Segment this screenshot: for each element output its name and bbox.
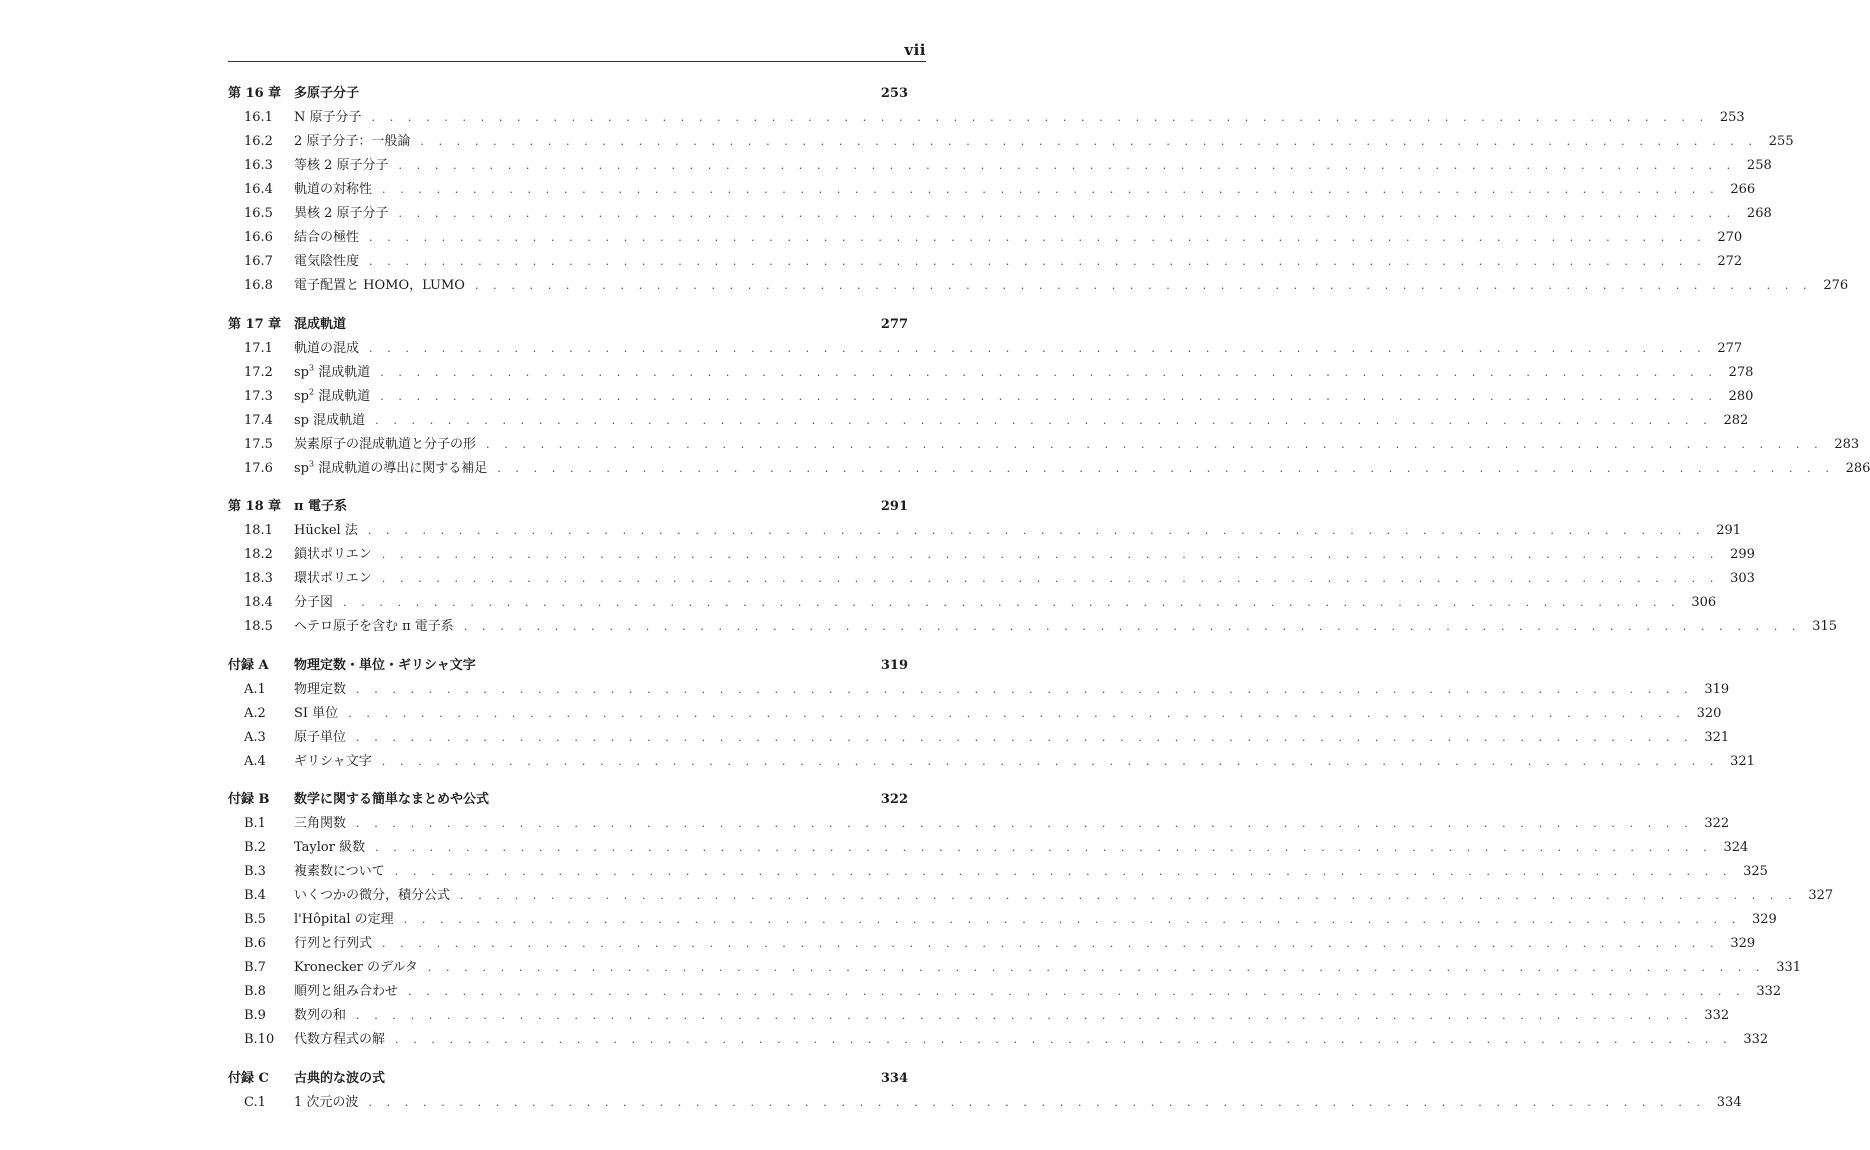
section-number: 18.3	[244, 571, 273, 587]
section-title: ギリシャ文字	[294, 753, 372, 769]
section-title: 代数方程式の解	[294, 1032, 386, 1048]
leader-dots: . . . . . . . . . . . . . . . . . . . . . . . . . . . . . . . . . . . . . . . . . . . . . . . . . . . . . . . . . . . . . . . . . . . . . . . . . .	[375, 841, 1713, 855]
chapter-title: 多原子分子	[294, 86, 360, 101]
section-number: 16.3	[244, 158, 273, 173]
leader-dots: . . . . . . . . . . . . . . . . . . . . . . . . . . . . . . . . . . . . . . . . . . . . . . . . . . . . . . . . . . . . . . . . . . . . . . . . . .	[463, 620, 1802, 634]
section-title: 環状ポリエン	[294, 571, 372, 587]
section-entry[interactable]	[228, 1091, 1742, 1115]
leader-dots: . . . . . . . . . . . . . . . . . . . . . . . . . . . . . . . . . . . . . . . . . . . . . . . . . . . . . . . . . . . . . . . . . . . . . . . . . .	[474, 279, 1813, 292]
section-title: 軌道の対称性	[294, 182, 373, 197]
section-page: 282	[1723, 412, 1749, 428]
toc-chapter	[228, 82, 1849, 298]
leader-dots: . . . . . . . . . . . . . . . . . . . . . . . . . . . . . . . . . . . . . . . . . . . . . . . . . . . . . . . . . . . . . . . . . . . . . . . . . .	[382, 937, 1720, 951]
section-title: 順列と組み合わせ	[294, 984, 399, 1000]
section-title: SI 単位	[294, 705, 339, 721]
section-title: N 原子分子	[294, 110, 362, 125]
chapter-number: 第 18 章	[228, 499, 282, 515]
section-number: 17.4	[244, 412, 273, 428]
section-entry[interactable]	[228, 726, 1730, 750]
leader-dots: . . . . . . . . . . . . . . . . . . . . . . . . . . . . . . . . . . . . . . . . . . . . . . . . . . . . . . . . . . . . . . . . . . . . . . . . . .	[380, 365, 1718, 379]
leader-dots: . . . . . . . . . . . . . . . . . . . . . . . . . . . . . . . . . . . . . . . . . . . . . . . . . . . . . . . . . . . . . . . . . . . . . . . . . .	[369, 231, 1707, 244]
leader-dots: . . . . . . . . . . . . . . . . . . . . . . . . . . . . . . . . . . . . . . . . . . . . . . . . . . . . . . . . . . . . . . . . . . . . . . . . . .	[398, 159, 1736, 172]
toc-chapter	[228, 654, 1755, 774]
chapter-title: 数学に関する簡単なまとめや公式	[294, 792, 490, 808]
leader-dots: . . . . . . . . . . . . . . . . . . . . . . . . . . . . . . . . . . . . . . . . . . . . . . . . . . . . . . . . . . . . . . . . . . . . . . . . . .	[368, 1095, 1706, 1109]
leader-dots: . . . . . . . . . . . . . . . . . . . . . . . . . . . . . . . . . . . . . . . . . . . . . . . . . . . . . . . . . . . . . . . . . . . . . . . . . .	[427, 961, 1766, 975]
leader-dots: . . . . . . . . . . . . . . . . . . . . . . . . . . . . . . . . . . . . . . . . . . . . . . . . . . . . . . . . . . . . . . . . . . . . . . . . . .	[356, 1009, 1694, 1023]
section-page: 280	[1728, 388, 1754, 404]
section-number: B.3	[244, 864, 266, 880]
section-page: 255	[1768, 134, 1794, 149]
section-entry[interactable]	[228, 980, 1782, 1004]
section-page: 286	[1845, 460, 1870, 476]
section-page: 320	[1696, 705, 1722, 721]
section-title-superscript: 3	[309, 459, 315, 469]
table-of-contents	[228, 82, 1870, 1130]
section-entry[interactable]	[228, 385, 1754, 409]
section-entry[interactable]	[228, 812, 1730, 836]
section-page: 332	[1704, 1008, 1730, 1024]
section-entry[interactable]	[228, 274, 1849, 298]
section-page: 329	[1730, 936, 1756, 952]
chapter-page: 322	[880, 792, 908, 808]
section-title-text: 混成軌道	[314, 388, 371, 404]
leader-dots: . . . . . . . . . . . . . . . . . . . . . . . . . . . . . . . . . . . . . . . . . . . . . . . . . . . . . . . . . . . . . . . . . . . . . . . . . .	[394, 865, 1732, 879]
section-entry[interactable]	[228, 567, 1755, 591]
chapter-title: 古典的な波の式	[294, 1070, 386, 1086]
section-page: 258	[1746, 158, 1772, 173]
section-page: 277	[1717, 340, 1743, 356]
toc-chapter	[228, 495, 1838, 639]
section-page: 325	[1743, 864, 1768, 880]
leader-dots: . . . . . . . . . . . . . . . . . . . . . . . . . . . . . . . . . . . . . . . . . . . . . . . . . . . . . . . . . . . . . . . . . . . . . . . . . .	[381, 754, 1719, 768]
chapter-page: 334	[880, 1070, 908, 1086]
section-number: 17.3	[244, 388, 273, 404]
section-entry[interactable]	[228, 956, 1802, 980]
section-entry[interactable]	[228, 130, 1794, 154]
section-title: 電子配置と HOMO，LUMO	[294, 278, 465, 293]
section-number: 17.2	[244, 364, 273, 380]
chapter-entry[interactable]	[228, 82, 908, 106]
chapter-entry[interactable]	[228, 1067, 908, 1091]
section-title: 分子図	[294, 595, 334, 611]
section-number: B.1	[244, 816, 266, 832]
section-page: 270	[1717, 230, 1743, 245]
section-entry[interactable]	[228, 615, 1838, 639]
section-page: 334	[1716, 1094, 1742, 1110]
section-entry[interactable]	[228, 337, 1743, 361]
section-number: B.6	[244, 936, 266, 952]
section-page: 268	[1746, 206, 1772, 221]
page-header	[228, 40, 926, 62]
chapter-page: 319	[880, 657, 908, 673]
chapter-page: 291	[880, 499, 908, 515]
chapter-number: 付録 B	[228, 792, 270, 808]
leader-dots: . . . . . . . . . . . . . . . . . . . . . . . . . . . . . . . . . . . . . . . . . . . . . . . . . . . . . . . . . . . . . . . . . . . . . . . . . .	[375, 413, 1713, 427]
section-page: 253	[1719, 110, 1745, 125]
section-title: 数列の和	[294, 1008, 347, 1024]
section-number: 16.6	[244, 230, 273, 245]
section-number: 18.4	[244, 595, 273, 611]
section-title: 炭素原子の混成軌道と分子の形	[294, 436, 477, 452]
section-number: 18.5	[244, 619, 273, 635]
section-title-text: 混成軌道の導出に関する補足	[314, 460, 488, 476]
section-page: 322	[1704, 816, 1730, 832]
section-entry[interactable]	[228, 361, 1754, 385]
leader-dots: . . . . . . . . . . . . . . . . . . . . . . . . . . . . . . . . . . . . . . . . . . . . . . . . . . . . . . . . . . . . . . . . . . . . . . . . . .	[356, 730, 1694, 744]
section-entry[interactable]	[228, 1004, 1730, 1028]
section-page: 324	[1723, 840, 1749, 856]
section-page: 319	[1704, 681, 1730, 697]
section-title: 軌道の混成	[294, 340, 360, 356]
section-title: ヘテロ原子を含む π 電子系	[294, 619, 454, 635]
section-title: 異核 2 原子分子	[294, 206, 389, 221]
section-page: 272	[1717, 254, 1743, 269]
section-number: 16.7	[244, 254, 273, 269]
section-number: B.10	[244, 1032, 275, 1048]
leader-dots: . . . . . . . . . . . . . . . . . . . . . . . . . . . . . . . . . . . . . . . . . . . . . . . . . . . . . . . . . . . . . . . . . . . . . . . . . .	[486, 437, 1824, 451]
leader-dots: . . . . . . . . . . . . . . . . . . . . . . . . . . . . . . . . . . . . . . . . . . . . . . . . . . . . . . . . . . . . . . . . . . . . . . . . . .	[382, 183, 1720, 196]
section-title: 電気陰性度	[294, 254, 360, 269]
section-entry[interactable]	[228, 860, 1768, 884]
section-page: 276	[1823, 278, 1849, 293]
section-page: 331	[1776, 960, 1802, 976]
section-number: 18.2	[244, 547, 273, 563]
section-number: B.2	[244, 840, 266, 856]
section-number: 16.5	[244, 206, 273, 221]
section-number: B.5	[244, 912, 266, 928]
section-number: A.4	[244, 753, 266, 769]
section-title: 複素数について	[294, 864, 385, 880]
section-entry[interactable]	[228, 226, 1743, 250]
section-entry[interactable]	[228, 106, 1745, 130]
section-number: 17.1	[244, 340, 273, 356]
section-number: 16.1	[244, 110, 273, 125]
section-page: 278	[1728, 364, 1754, 380]
chapter-entry[interactable]	[228, 654, 908, 678]
section-number: 16.8	[244, 278, 273, 293]
leader-dots: . . . . . . . . . . . . . . . . . . . . . . . . . . . . . . . . . . . . . . . . . . . . . . . . . . . . . . . . . . . . . . . . . . . . . . . . . .	[381, 572, 1719, 586]
section-entry[interactable]	[228, 202, 1772, 226]
chapter-page: 277	[880, 316, 908, 332]
chapter-number: 付録 A	[228, 657, 269, 673]
section-entry[interactable]	[228, 908, 1777, 932]
section-entry[interactable]	[228, 932, 1756, 956]
toc-chapter	[228, 1067, 1742, 1115]
section-page: 321	[1730, 753, 1755, 769]
chapter-title: 混成軌道	[294, 316, 347, 332]
leader-dots: . . . . . . . . . . . . . . . . . . . . . . . . . . . . . . . . . . . . . . . . . . . . . . . . . . . . . . . . . . . . . . . . . . . . . . . . . .	[343, 596, 1681, 610]
section-number: 16.2	[244, 134, 273, 149]
section-entry[interactable]	[228, 1028, 1769, 1052]
section-title: 2 原子分子：一般論	[294, 134, 411, 149]
leader-dots: . . . . . . . . . . . . . . . . . . . . . . . . . . . . . . . . . . . . . . . . . . . . . . . . . . . . . . . . . . . . . . . . . . . . . . . . . .	[348, 706, 1686, 720]
leader-dots: . . . . . . . . . . . . . . . . . . . . . . . . . . . . . . . . . . . . . . . . . . . . . . . . . . . . . . . . . . . . . . . . . . . . . . . . . .	[497, 461, 1835, 475]
section-title: 1 次元の波	[294, 1094, 359, 1110]
leader-dots: . . . . . . . . . . . . . . . . . . . . . . . . . . . . . . . . . . . . . . . . . . . . . . . . . . . . . . . . . . . . . . . . . . . . . . . . . .	[420, 135, 1758, 148]
section-page: 327	[1808, 888, 1834, 904]
section-number: 17.5	[244, 436, 273, 452]
toc-chapter	[228, 313, 1870, 481]
section-page: 303	[1730, 571, 1755, 587]
section-title: Taylor 級数	[294, 840, 366, 856]
section-title: 三角関数	[294, 816, 347, 832]
section-number: A.2	[244, 705, 266, 721]
leader-dots: . . . . . . . . . . . . . . . . . . . . . . . . . . . . . . . . . . . . . . . . . . . . . . . . . . . . . . . . . . . . . . . . . . . . . . . . . .	[367, 524, 1706, 538]
section-title: 等核 2 原子分子	[294, 158, 389, 173]
section-entry[interactable]	[228, 591, 1717, 615]
section-number: A.1	[244, 681, 266, 697]
section-title: Hückel 法	[294, 523, 358, 539]
section-title-text: 混成軌道	[314, 364, 371, 380]
chapter-number: 第 16 章	[228, 86, 282, 101]
section-number: 17.6	[244, 460, 273, 476]
section-page: 291	[1716, 523, 1742, 539]
section-title-prefix: sp	[294, 388, 309, 404]
leader-dots: . . . . . . . . . . . . . . . . . . . . . . . . . . . . . . . . . . . . . . . . . . . . . . . . . . . . . . . . . . . . . . . . . . . . . . . . . .	[356, 682, 1694, 696]
section-title: 鎖状ポリエン	[294, 547, 372, 563]
chapter-title: 物理定数・単位・ギリシャ文字	[294, 657, 476, 673]
section-number: B.8	[244, 984, 266, 1000]
section-title: l'Hôpital の定理	[294, 912, 394, 928]
section-entry[interactable]	[228, 178, 1756, 202]
chapter-entry[interactable]	[228, 495, 908, 519]
section-page: 315	[1812, 619, 1838, 635]
section-title	[294, 457, 487, 481]
chapter-number: 付録 C	[228, 1070, 269, 1086]
section-title-prefix: sp	[294, 460, 309, 476]
section-page: 332	[1743, 1032, 1769, 1048]
section-number: B.4	[244, 888, 266, 904]
section-entry[interactable]	[228, 678, 1730, 702]
section-number: B.7	[244, 960, 266, 976]
leader-dots: . . . . . . . . . . . . . . . . . . . . . . . . . . . . . . . . . . . . . . . . . . . . . . . . . . . . . . . . . . . . . . . . . . . . . . . . . .	[369, 341, 1707, 355]
section-number: A.3	[244, 729, 266, 745]
section-title	[294, 385, 370, 409]
leader-dots: . . . . . . . . . . . . . . . . . . . . . . . . . . . . . . . . . . . . . . . . . . . . . . . . . . . . . . . . . . . . . . . . . . . . . . . . . .	[395, 1033, 1733, 1047]
section-entry[interactable]	[228, 750, 1755, 774]
section-title: 物理定数	[294, 681, 347, 697]
section-title	[294, 361, 370, 385]
leader-dots: . . . . . . . . . . . . . . . . . . . . . . . . . . . . . . . . . . . . . . . . . . . . . . . . . . . . . . . . . . . . . . . . . . . . . . . . . .	[408, 985, 1746, 999]
section-page: 306	[1691, 595, 1717, 611]
section-number: C.1	[244, 1094, 266, 1110]
chapter-page: 253	[880, 86, 908, 101]
section-entry[interactable]	[228, 154, 1772, 178]
leader-dots: . . . . . . . . . . . . . . . . . . . . . . . . . . . . . . . . . . . . . . . . . . . . . . . . . . . . . . . . . . . . . . . . . . . . . . . . . .	[380, 389, 1718, 403]
section-page: 332	[1756, 984, 1782, 1000]
toc-chapter	[228, 788, 1834, 1052]
section-entry[interactable]	[228, 433, 1860, 457]
section-entry[interactable]	[228, 702, 1722, 726]
chapter-title: π 電子系	[294, 499, 348, 515]
section-page: 299	[1730, 547, 1755, 563]
section-title-prefix: sp	[294, 364, 309, 380]
section-number: 16.4	[244, 182, 273, 197]
section-page: 321	[1704, 729, 1730, 745]
leader-dots: . . . . . . . . . . . . . . . . . . . . . . . . . . . . . . . . . . . . . . . . . . . . . . . . . . . . . . . . . . . . . . . . . . . . . . . . . .	[398, 207, 1736, 220]
leader-dots: . . . . . . . . . . . . . . . . . . . . . . . . . . . . . . . . . . . . . . . . . . . . . . . . . . . . . . . . . . . . . . . . . . . . . . . . . .	[381, 548, 1719, 562]
section-title: いくつかの微分，積分公式	[294, 888, 451, 904]
section-entry[interactable]	[228, 519, 1742, 543]
section-page: 283	[1834, 436, 1860, 452]
section-title-superscript: 3	[309, 363, 315, 373]
section-entry[interactable]	[228, 543, 1755, 567]
section-entry[interactable]	[228, 884, 1834, 908]
leader-dots: . . . . . . . . . . . . . . . . . . . . . . . . . . . . . . . . . . . . . . . . . . . . . . . . . . . . . . . . . . . . . . . . . . . . . . . . . .	[460, 889, 1798, 903]
chapter-number: 第 17 章	[228, 316, 282, 332]
section-page: 266	[1730, 182, 1756, 197]
section-entry[interactable]	[228, 409, 1749, 433]
chapter-entry[interactable]	[228, 788, 908, 812]
leader-dots: . . . . . . . . . . . . . . . . . . . . . . . . . . . . . . . . . . . . . . . . . . . . . . . . . . . . . . . . . . . . . . . . . . . . . . . . . .	[403, 913, 1741, 927]
section-entry[interactable]	[228, 250, 1743, 274]
section-title: 結合の極性	[294, 230, 360, 245]
section-page: 329	[1752, 912, 1777, 928]
chapter-entry[interactable]	[228, 313, 908, 337]
leader-dots: . . . . . . . . . . . . . . . . . . . . . . . . . . . . . . . . . . . . . . . . . . . . . . . . . . . . . . . . . . . . . . . . . . . . . . . . . .	[371, 111, 1709, 124]
section-title: 行列と行列式	[294, 936, 373, 952]
leader-dots: . . . . . . . . . . . . . . . . . . . . . . . . . . . . . . . . . . . . . . . . . . . . . . . . . . . . . . . . . . . . . . . . . . . . . . . . . .	[369, 255, 1707, 268]
section-number: 18.1	[244, 523, 273, 539]
section-title-superscript: 2	[309, 387, 315, 397]
leader-dots: . . . . . . . . . . . . . . . . . . . . . . . . . . . . . . . . . . . . . . . . . . . . . . . . . . . . . . . . . . . . . . . . . . . . . . . . . .	[356, 817, 1694, 831]
section-title: Kronecker のデルタ	[294, 960, 418, 976]
page-number: vii	[904, 41, 926, 59]
section-entry[interactable]	[228, 836, 1749, 860]
section-title: sp 混成軌道	[294, 412, 366, 428]
section-number: B.9	[244, 1008, 266, 1024]
section-entry[interactable]	[228, 457, 1870, 481]
section-title: 原子単位	[294, 729, 347, 745]
